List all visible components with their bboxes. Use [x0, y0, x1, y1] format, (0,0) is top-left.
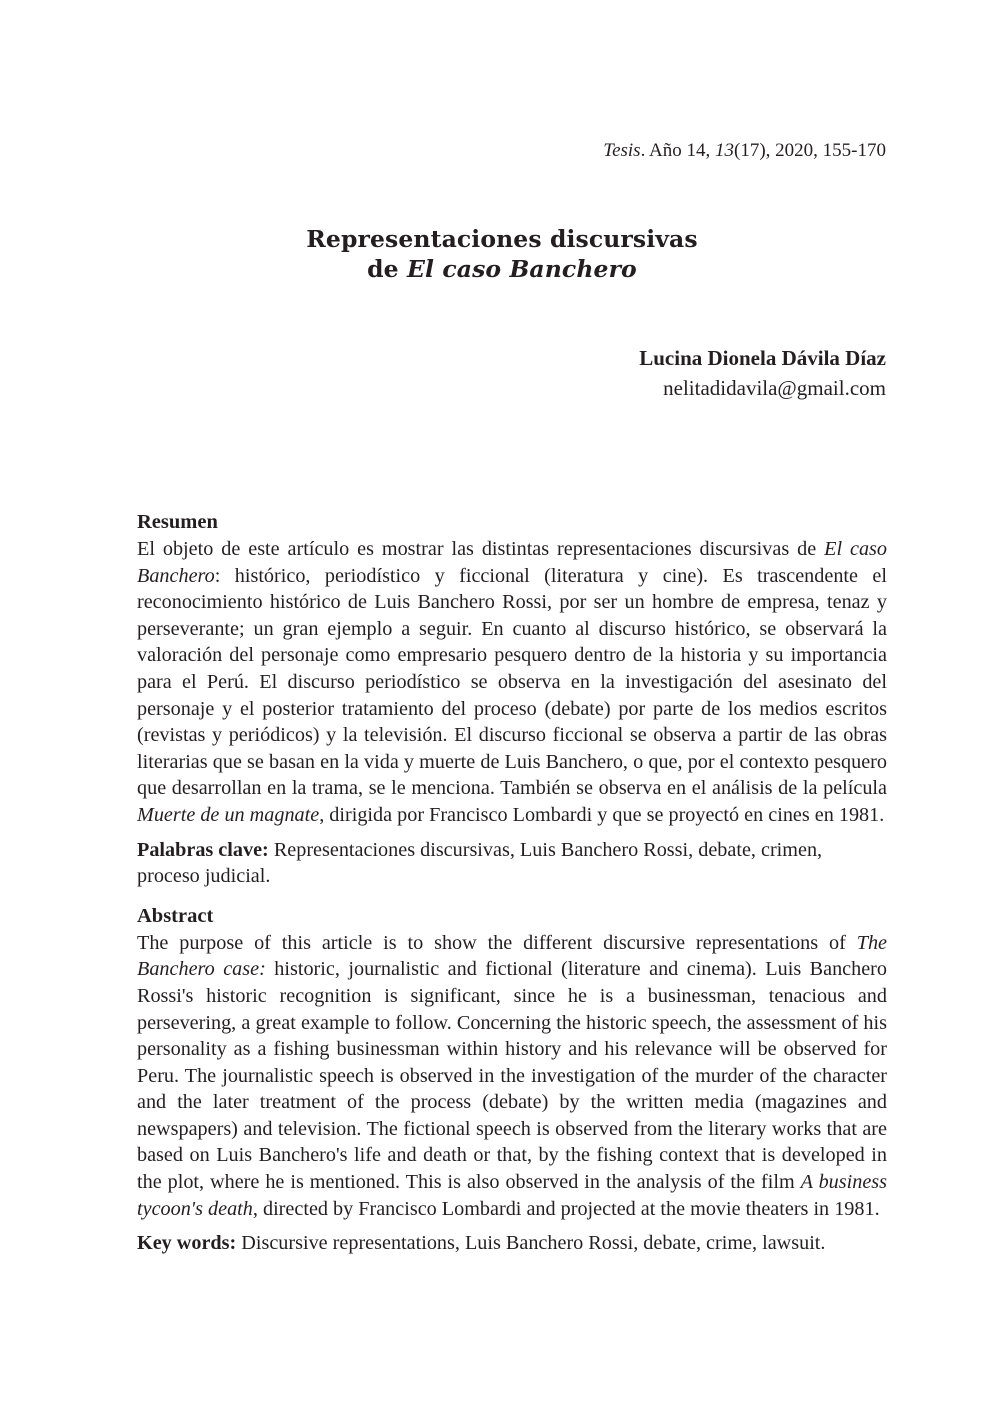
resumen-keywords: [137, 837, 887, 890]
abstract-heading: Abstract: [137, 904, 214, 927]
resumen-paragraph: [137, 536, 887, 829]
running-head: [603, 140, 886, 162]
author-name: Lucina Dionela Dávila Díaz: [639, 346, 886, 370]
title-line-1: Representaciones discursivas: [306, 225, 698, 253]
resumen-italic-2: Muerte de un magnate: [137, 803, 320, 826]
year-label: . Año 14,: [640, 140, 716, 161]
article-title: [0, 224, 1004, 284]
abstract-italic-1: The Banchero case:: [137, 931, 887, 981]
abstract-text-3: , directed by Francisco Lombardi and projected at the movie theaters in 1981.: [252, 1197, 880, 1220]
issue-pages: (17), 2020, 155-170: [734, 140, 886, 161]
abstract-text-1: The purpose of this article is to show the different discursive representations of: [137, 931, 857, 954]
resumen-keywords-list: Representaciones discursivas, Luis Banchero Rossi, debate, crimen, proceso judicial.: [137, 838, 823, 888]
title-line-2-italic: El caso Banchero: [407, 255, 637, 283]
resumen-text-1: El objeto de este artículo es mostrar las distintas representaciones discursivas de: [137, 538, 825, 560]
abstract-paragraph: [137, 930, 887, 1223]
title-line-2: [0, 254, 1004, 284]
abstract-keywords: [137, 1230, 887, 1257]
resumen-keywords-label: Palabras clave:: [137, 838, 269, 861]
resumen-text-3: , dirigida por Francisco Lombardi y que se proyectó en cines en 1981.: [319, 803, 885, 826]
volume-number: 13: [715, 140, 735, 161]
abstract-italic-2: A business tycoon's death: [137, 1171, 887, 1220]
author-email: nelitadidavila@gmail.com: [663, 376, 886, 400]
article-body: [137, 508, 887, 1257]
section-gap: [137, 890, 887, 902]
journal-name: Tesis: [603, 140, 641, 161]
abstract-keywords-label: Key words:: [137, 1232, 237, 1255]
title-line-2-prefix: de: [367, 255, 408, 283]
resumen-italic-1: El caso Banchero: [137, 538, 887, 587]
resumen-text-2: : histórico, periodístico y ficcional (literatura y cine). Es trascendente el reconocimiento histórico de Luis Banchero Rossi, por ser un hombre de empresa, tenaz y perseverante; un gran ejemplo a seguir. En cuanto al discurso histórico, se observará la valoración del personaje como empresario pesquero dentro de la historia y su importancia para el Perú. El discurso periodístico se observa en la investigación del asesinato del personaje y el posterior tratamiento del proceso (debate) por parte de los medios escritos (revistas y periódicos) y la televisión. El discurso ficcional se observa a partir de las obras literarias que se basan en la vida y muerte de Luis Banchero, o que, por el contexto pesquero que desarrollan en la trama, se le menciona. También se observa en el análisis de la película: [137, 564, 887, 800]
abstract-text-2: historic, journalistic and fictional (literature and cinema). Luis Banchero Rossi's historic recognition is significant, since he is a businessman, tenacious and persevering, a great example to follow. Concerning the historic speech, the assessment of his personality as a fishing businessman within history and his relevance will be observed for Peru. The journalistic speech is observed in the investigation of the murder of the character and the later treatment of the process (debate) by the written media (magazines and newspapers) and television. The fictional speech is observed from the literary works that are based on Luis Banchero's life and death or that, by the fishing context that is developed in the plot, where he is mentioned. This is also observed in the analysis of the film: [137, 958, 887, 1194]
resumen-heading: Resumen: [137, 511, 218, 533]
abstract-keywords-list: Discursive representations, Luis Banchero Rossi, debate, crime, lawsuit.: [236, 1232, 826, 1255]
author-block: [639, 343, 886, 403]
